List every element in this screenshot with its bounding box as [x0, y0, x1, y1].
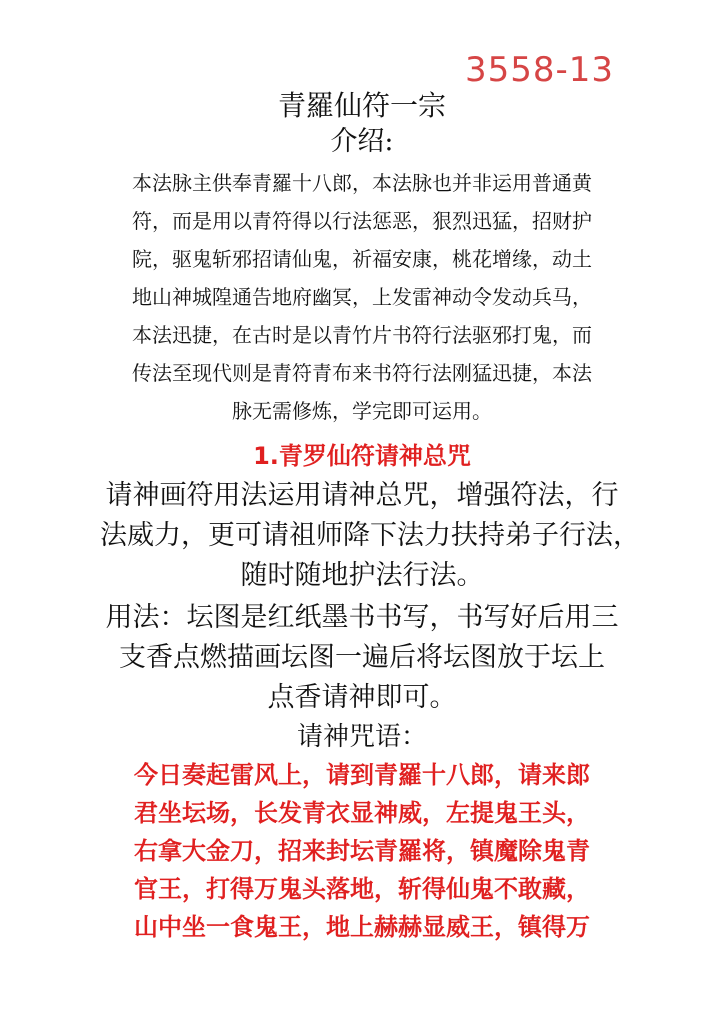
intro-line: 符，而是用以青符得以行法惩恶，狠烈迅猛，招财护 [132, 209, 592, 233]
chant-line: 君坐坛场，长发青衣显神威，左提鬼王头， [134, 798, 590, 827]
intro-heading: 介绍: [330, 126, 394, 157]
section-heading: 1.青罗仙符请神总咒 [253, 442, 471, 470]
chant-line: 今日奏起雷风上，请到青羅十八郎，请来郎 [134, 760, 590, 789]
document-title: 青羅仙符一宗 [277, 89, 446, 122]
description-line: 法威力，更可请祖师降下法力扶持弟子行法， [100, 520, 640, 551]
usage-line: 点香请神即可。 [267, 682, 457, 713]
usage-paragraph [100, 598, 624, 718]
usage-line: 用法：坛图是红纸墨书书写，书写好后用三 [105, 602, 619, 633]
intro-paragraph [100, 164, 624, 430]
intro-line: 脉无需修炼，学完即可运用。 [232, 399, 492, 423]
intro-line: 院，驱鬼斩邪招请仙鬼，祈福安康，桃花增缘，动土 [132, 247, 592, 271]
intro-line: 本法迅捷，在古时是以青竹片书符行法驱邪打鬼，而 [132, 323, 592, 347]
intro-line: 本法脉主供奉青羅十八郎，本法脉也并非运用普通黄 [132, 171, 592, 195]
chant-label: 请神咒语： [296, 722, 427, 752]
document-body [100, 88, 640, 946]
chant-line: 山中坐一食鬼王，地上赫赫显威王，镇得万 [134, 912, 590, 941]
chant-line: 右拿大金刀，招来封坛青羅将，镇魔除鬼青 [134, 836, 590, 865]
usage-line: 支香点燃描画坛图一遍后将坛图放于坛上 [119, 642, 605, 673]
description-line: 随时随地护法行法。 [240, 560, 484, 591]
description-line: 请神画符用法运用请神总咒，增强符法，行 [105, 480, 619, 511]
intro-line: 地山神城隍通告地府幽冥，上发雷神动令发动兵马， [132, 285, 592, 309]
chant-paragraph [100, 756, 624, 946]
intro-line: 传法至现代则是青符青布来书符行法刚猛迅捷，本法 [132, 361, 592, 385]
chant-line: 官王，打得万鬼头落地，斩得仙鬼不敢藏， [134, 874, 590, 903]
description-paragraph [100, 476, 640, 596]
page-number: 3558-13 [464, 50, 614, 90]
